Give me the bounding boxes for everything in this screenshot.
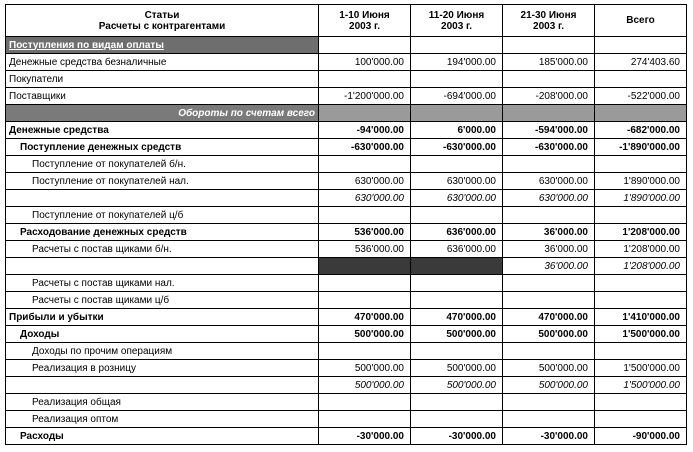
cell-total: 1'500'000.00 — [595, 377, 687, 394]
cell-period-2 — [411, 411, 503, 428]
cell-period-2: 500'000.00 — [411, 326, 503, 343]
table-row — [6, 275, 687, 292]
cell-period-3 — [503, 105, 595, 122]
cell-period-3: 500'000.00 — [503, 326, 595, 343]
table-row — [6, 292, 687, 309]
row-label: Доходы — [6, 326, 319, 343]
row-label: Поступление от покупателей б/н. — [6, 156, 319, 173]
cell-period-3 — [503, 156, 595, 173]
cell-total: -90'000.00 — [595, 428, 687, 445]
row-label: Реализация оптом — [6, 411, 319, 428]
cell-period-2: 630'000.00 — [411, 173, 503, 190]
cell-period-2: 194'000.00 — [411, 54, 503, 71]
table-row — [6, 37, 687, 54]
cell-period-1: 630'000.00 — [319, 173, 411, 190]
row-label: Денежные средства — [6, 122, 319, 139]
cell-period-1 — [319, 411, 411, 428]
cell-period-2 — [411, 275, 503, 292]
row-label: Расчеты с постав щиками ц/б — [6, 292, 319, 309]
header-articles-subtitle: Расчеты с контрагентами — [98, 20, 226, 32]
cell-period-1: 500'000.00 — [319, 360, 411, 377]
cell-period-1 — [319, 207, 411, 224]
table-row — [6, 71, 687, 88]
cell-period-3: 185'000.00 — [503, 54, 595, 71]
cell-total — [595, 105, 687, 122]
row-label — [6, 377, 319, 394]
row-label: Реализация общая — [6, 394, 319, 411]
header-period-2-year: 2003 г. — [441, 20, 472, 32]
cell-period-2: 500'000.00 — [411, 377, 503, 394]
table-row — [6, 309, 687, 326]
cell-period-2: -30'000.00 — [411, 428, 503, 445]
cell-period-3 — [503, 275, 595, 292]
cell-period-3 — [503, 37, 595, 54]
cell-period-3: -630'000.00 — [503, 139, 595, 156]
cell-total — [595, 275, 687, 292]
table-row — [6, 122, 687, 139]
row-label: Расчеты с постав щиками нал. — [6, 275, 319, 292]
cell-period-1 — [319, 394, 411, 411]
cell-period-1: 536'000.00 — [319, 224, 411, 241]
cell-period-1 — [319, 71, 411, 88]
cell-period-2: 470'000.00 — [411, 309, 503, 326]
row-label: Расходы — [6, 428, 319, 445]
table-row — [6, 207, 687, 224]
cell-period-3 — [503, 411, 595, 428]
table-row — [6, 105, 687, 122]
header-row — [6, 5, 687, 37]
header-period-3-year: 2003 г. — [533, 20, 564, 32]
cell-period-3: -30'000.00 — [503, 428, 595, 445]
table-row — [6, 377, 687, 394]
row-label: Поступление денежных средств — [6, 139, 319, 156]
report-table — [5, 4, 687, 445]
row-label: Покупатели — [6, 71, 319, 88]
cell-total: 1'208'000.00 — [595, 241, 687, 258]
cell-total — [595, 411, 687, 428]
cell-period-1 — [319, 292, 411, 309]
cell-total: -522'000.00 — [595, 88, 687, 105]
cell-total — [595, 156, 687, 173]
cell-period-1: 536'000.00 — [319, 241, 411, 258]
table-row — [6, 139, 687, 156]
table-row — [6, 343, 687, 360]
header-period-2-range: 11-20 Июня — [428, 9, 485, 21]
cell-period-3 — [503, 343, 595, 360]
cell-period-2 — [411, 343, 503, 360]
header-period-1 — [319, 5, 411, 37]
cell-period-2 — [411, 207, 503, 224]
row-label: Доходы по прочим операциям — [6, 343, 319, 360]
cell-period-3: 500'000.00 — [503, 377, 595, 394]
cell-period-3 — [503, 394, 595, 411]
row-label: Поставщики — [6, 88, 319, 105]
cell-period-1: 500'000.00 — [319, 377, 411, 394]
table-row — [6, 360, 687, 377]
cell-period-1 — [319, 258, 411, 275]
cell-total: 1'890'000.00 — [595, 173, 687, 190]
table-row — [6, 326, 687, 343]
cell-total: 1'410'000.00 — [595, 309, 687, 326]
table-row — [6, 428, 687, 445]
cell-period-1: -1'200'000.00 — [319, 88, 411, 105]
cell-period-3: -594'000.00 — [503, 122, 595, 139]
cell-period-2: 630'000.00 — [411, 190, 503, 207]
cell-period-1: -630'000.00 — [319, 139, 411, 156]
header-total-label: Всего — [626, 15, 655, 26]
row-label — [6, 258, 319, 275]
cell-total: 1'890'000.00 — [595, 190, 687, 207]
table-row — [6, 411, 687, 428]
cell-total — [595, 207, 687, 224]
cell-total — [595, 292, 687, 309]
cell-period-3: -208'000.00 — [503, 88, 595, 105]
header-period-3-range: 21-30 Июня — [520, 9, 577, 21]
cell-period-1: 630'000.00 — [319, 190, 411, 207]
cell-period-1 — [319, 105, 411, 122]
table-row — [6, 241, 687, 258]
cell-period-2: -630'000.00 — [411, 139, 503, 156]
cell-period-2: 500'000.00 — [411, 360, 503, 377]
header-period-1-year: 2003 г. — [349, 20, 380, 32]
cell-period-1 — [319, 275, 411, 292]
cell-period-2 — [411, 156, 503, 173]
row-label: Поступления по видам оплаты — [6, 37, 319, 54]
cell-period-1 — [319, 343, 411, 360]
cell-period-1: -30'000.00 — [319, 428, 411, 445]
cell-total: 1'500'000.00 — [595, 326, 687, 343]
table-row — [6, 156, 687, 173]
cell-period-3 — [503, 71, 595, 88]
cell-period-1: 500'000.00 — [319, 326, 411, 343]
cell-period-3: 470'000.00 — [503, 309, 595, 326]
table-row — [6, 394, 687, 411]
cell-period-2: 636'000.00 — [411, 241, 503, 258]
row-label: Расчеты с постав щиками б/н. — [6, 241, 319, 258]
cell-period-3: 500'000.00 — [503, 360, 595, 377]
cell-total — [595, 343, 687, 360]
table-row — [6, 54, 687, 71]
cell-total: -682'000.00 — [595, 122, 687, 139]
cell-total: 1'500'000.00 — [595, 360, 687, 377]
cell-period-3 — [503, 207, 595, 224]
header-period-3 — [503, 5, 595, 37]
cell-period-2 — [411, 71, 503, 88]
table-row — [6, 173, 687, 190]
row-label: Обороты по счетам всего — [6, 105, 319, 122]
cell-period-2 — [411, 258, 503, 275]
cell-total — [595, 71, 687, 88]
row-label — [6, 190, 319, 207]
header-articles-title: Статьи — [144, 9, 180, 21]
row-label: Денежные средства безналичные — [6, 54, 319, 71]
cell-total: 1'208'000.00 — [595, 258, 687, 275]
cell-period-3: 630'000.00 — [503, 190, 595, 207]
row-label: Прибыли и убытки — [6, 309, 319, 326]
cell-period-1 — [319, 37, 411, 54]
row-label: Расходование денежных средств — [6, 224, 319, 241]
table-row — [6, 190, 687, 207]
cell-period-2: 6'000.00 — [411, 122, 503, 139]
cell-period-1 — [319, 156, 411, 173]
cell-period-1: 470'000.00 — [319, 309, 411, 326]
cell-period-2: 636'000.00 — [411, 224, 503, 241]
cell-period-2: -694'000.00 — [411, 88, 503, 105]
header-total — [595, 5, 687, 37]
cell-period-3: 36'000.00 — [503, 258, 595, 275]
cell-total: 274'403.60 — [595, 54, 687, 71]
header-period-2 — [411, 5, 503, 37]
table-row — [6, 224, 687, 241]
cell-period-2 — [411, 292, 503, 309]
table-row — [6, 88, 687, 105]
cell-period-1: -94'000.00 — [319, 122, 411, 139]
header-period-1-range: 1-10 Июня — [339, 9, 390, 21]
row-label: Поступление от покупателей ц/б — [6, 207, 319, 224]
cell-period-2 — [411, 37, 503, 54]
cell-period-3: 36'000.00 — [503, 224, 595, 241]
row-label: Поступление от покупателей нал. — [6, 173, 319, 190]
cell-period-3 — [503, 292, 595, 309]
cell-period-2 — [411, 394, 503, 411]
cell-period-3: 630'000.00 — [503, 173, 595, 190]
cell-total: -1'890'000.00 — [595, 139, 687, 156]
row-label: Реализация в розницу — [6, 360, 319, 377]
cell-total: 1'208'000.00 — [595, 224, 687, 241]
cell-period-3: 36'000.00 — [503, 241, 595, 258]
cell-period-1: 100'000.00 — [319, 54, 411, 71]
cell-total — [595, 37, 687, 54]
header-articles — [6, 5, 319, 37]
table-row — [6, 258, 687, 275]
cell-total — [595, 394, 687, 411]
cell-period-2 — [411, 105, 503, 122]
